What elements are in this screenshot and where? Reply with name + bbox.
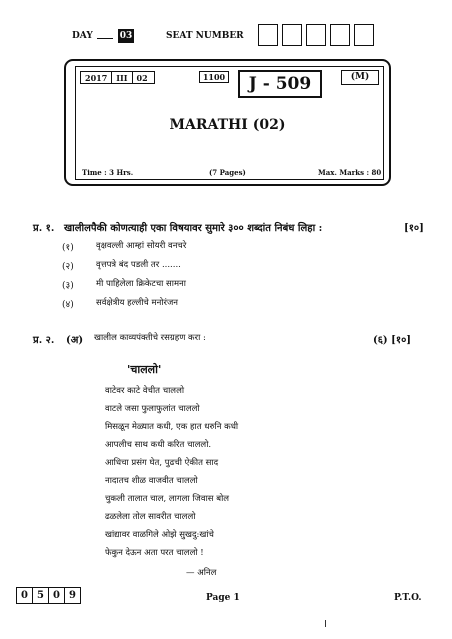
seat-number-box[interactable] — [282, 24, 302, 46]
option-number: (२) — [62, 262, 74, 272]
seat-number-box[interactable] — [354, 24, 374, 46]
day-dash — [97, 38, 113, 39]
session-number: 02 — [136, 72, 148, 83]
question-2-number: प्र. २. — [33, 335, 55, 346]
poem-line: खांद्यावर वाळगिले ओझे सुखदु:खांचे — [105, 530, 214, 540]
paper-code: J - 509 — [238, 70, 322, 98]
poem-author: — अनिल — [186, 568, 217, 578]
poem-line: वाटेवर काटे वेचीत चाललो — [105, 386, 185, 396]
roman-numeral: III — [116, 72, 128, 83]
option-text: सर्वक्षेत्रीय हल्लीचे मनोरंजन — [96, 298, 179, 308]
poem-line: फेकुन देऊन अता परत चाललो ! — [105, 548, 204, 558]
paper-code-boxes — [16, 587, 81, 604]
option-text: वृत्तपत्रे बंद पडली तर ....... — [96, 260, 181, 270]
time-label: Time : 3 Hrs. — [82, 168, 134, 177]
seat-number-label: SEAT NUMBER — [166, 31, 244, 41]
question-2-sub: (अ) — [66, 335, 84, 346]
seat-number-box[interactable] — [306, 24, 326, 46]
question-1-number: प्र. १. — [33, 223, 55, 234]
poem-title: 'चाललो' — [127, 363, 162, 376]
poem-line: नादातच शीळ वाजवीत चाललो — [105, 476, 198, 486]
subject-title: MARATHI (02) — [169, 117, 286, 133]
code-digit: 0 — [49, 588, 65, 603]
pto-label: P.T.O. — [394, 593, 422, 603]
poem-line: मिसळून मेळ्यात कधी, एक हात धरुनि कधी — [105, 422, 239, 432]
poem-line: वाटले जसा फुलाफुलांत चाललो — [105, 404, 200, 414]
question-2-text: खालील काव्यपंक्तीचे रसग्रहण करा : — [94, 333, 206, 343]
code-digit: 0 — [17, 588, 33, 603]
poem-line: ढळलेला तोल सावरीत चाललो — [105, 512, 196, 522]
day-value: 03 — [119, 31, 133, 41]
year: 2017 — [85, 72, 108, 83]
max-marks-label: Max. Marks : 80 — [318, 168, 382, 177]
poem-line: आधिचा प्रसंग घेत, पुढची ऐकीत साद — [105, 458, 219, 468]
session-code-box — [80, 71, 155, 84]
medium-badge: (M) — [341, 70, 379, 85]
code-box: 1100 — [199, 71, 229, 83]
page-number: Page 1 — [206, 593, 240, 603]
question-1-text: खालीलपैकी कोणत्याही एका विषयावर सुमारे ३०० शब्दांत निबंध लिहा : — [64, 223, 323, 234]
pages-label: (7 Pages) — [209, 168, 246, 177]
day-label: DAY — [72, 31, 93, 41]
seat-number-box[interactable] — [330, 24, 350, 46]
stray-mark — [325, 620, 326, 627]
option-number: (४) — [62, 300, 74, 310]
seat-number-boxes — [258, 24, 378, 46]
option-text: मी पाहिलेला क्रिकेटचा सामना — [96, 279, 186, 289]
poem-line: चुकली तालात चाल, लागला जिवास बोल — [105, 494, 230, 504]
option-text: वृक्षवल्ली आम्हां सोयरी वनचरे — [96, 241, 187, 251]
code-digit: 5 — [33, 588, 49, 603]
question-2-marks: (६) [१०] — [373, 335, 412, 346]
code-digit: 9 — [69, 590, 76, 601]
question-1-marks: [१०] — [404, 223, 424, 234]
option-number: (१) — [62, 243, 74, 253]
option-number: (३) — [62, 281, 74, 291]
seat-number-box[interactable] — [258, 24, 278, 46]
poem-line: आपलीच साथ कधी करित चाललो. — [105, 440, 212, 450]
